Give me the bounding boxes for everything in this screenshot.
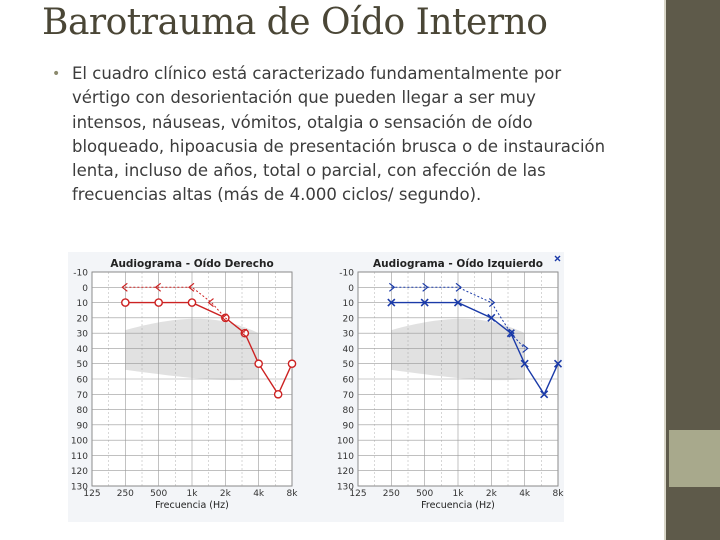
circle-marker xyxy=(188,299,195,306)
y-tick-label: 100 xyxy=(336,436,354,447)
x-tick-label: 8k xyxy=(286,489,298,499)
y-tick-label: 70 xyxy=(76,390,88,401)
y-tick-label: 20 xyxy=(342,314,354,325)
y-tick-label: -10 xyxy=(73,268,88,279)
y-tick-label: 120 xyxy=(70,467,88,478)
y-tick-label: 80 xyxy=(76,406,88,417)
y-tick-label: 80 xyxy=(342,406,354,417)
y-tick-label: 100 xyxy=(70,436,88,447)
x-tick-label: 125 xyxy=(83,489,101,499)
bullet-text: El cuadro clínico está caracterizado fundamentalmente por vértigo con desorientación que pueden llegar a ser muy intensos, náuseas, vómitos, otalgia o sensación de oído bloqueado, hipoacusia de presentación brusca o de instauración lenta, incluso de años, total o parcial, con afección de las frecuencias altas (más de 4.000 ciclos/ segundo). xyxy=(72,64,606,205)
x-tick-label: 1k xyxy=(452,489,464,499)
x-tick-label: 8k xyxy=(552,489,564,499)
sidebar-accent-block xyxy=(669,430,720,487)
x-tick-label: 250 xyxy=(116,489,134,499)
x-tick-label: 500 xyxy=(416,489,434,499)
y-tick-label: 60 xyxy=(342,375,354,386)
circle-marker xyxy=(122,299,129,306)
x-tick-label: 125 xyxy=(349,489,367,499)
y-tick-label: 20 xyxy=(76,314,88,325)
close-icon xyxy=(555,256,560,261)
x-tick-label: 4k xyxy=(519,489,531,499)
y-tick-label: 130 xyxy=(336,482,354,493)
y-tick-label: 50 xyxy=(342,360,354,371)
x-tick-label: 250 xyxy=(382,489,400,499)
y-tick-label: 90 xyxy=(342,421,354,432)
y-tick-label: 130 xyxy=(70,482,88,493)
y-tick-label: 60 xyxy=(76,375,88,386)
audiogram-right-ear xyxy=(71,258,298,511)
x-tick-label: 500 xyxy=(150,489,168,499)
x-axis-label: Frecuencia (Hz) xyxy=(421,500,495,511)
y-tick-label: 110 xyxy=(70,451,88,462)
y-tick-label: 70 xyxy=(342,390,354,401)
y-tick-label: 10 xyxy=(342,299,354,310)
y-tick-label: 120 xyxy=(336,467,354,478)
y-tick-label: 30 xyxy=(342,329,354,340)
y-tick-label: 10 xyxy=(76,299,88,310)
x-tick-label: 4k xyxy=(253,489,265,499)
y-tick-label: 0 xyxy=(82,283,88,294)
x-tick-label: 2k xyxy=(219,489,231,499)
y-tick-label: 90 xyxy=(76,421,88,432)
chart-title: Audiograma - Oído Derecho xyxy=(110,258,274,270)
y-tick-label: 0 xyxy=(348,283,354,294)
bullet-item xyxy=(52,62,612,208)
bullet-dot-icon: • xyxy=(52,66,61,82)
y-tick-label: 110 xyxy=(336,451,354,462)
x-tick-label: 2k xyxy=(485,489,497,499)
y-tick-label: 50 xyxy=(76,360,88,371)
circle-marker xyxy=(288,360,295,367)
x-tick-label: 1k xyxy=(186,489,198,499)
y-tick-label: 40 xyxy=(76,344,88,355)
chart-title: Audiograma - Oído Izquierdo xyxy=(373,258,543,270)
audiogram-svg xyxy=(68,252,564,522)
y-tick-label: 30 xyxy=(76,329,88,340)
circle-marker xyxy=(255,360,262,367)
audiogram-left-ear xyxy=(337,258,564,511)
audiogram-figure xyxy=(68,252,564,522)
y-tick-label: -10 xyxy=(339,268,354,279)
circle-marker xyxy=(155,299,162,306)
circle-marker xyxy=(275,391,282,398)
y-tick-label: 40 xyxy=(342,344,354,355)
slide-title: Barotrauma de Oído Interno xyxy=(42,2,548,43)
x-axis-label: Frecuencia (Hz) xyxy=(155,500,229,511)
